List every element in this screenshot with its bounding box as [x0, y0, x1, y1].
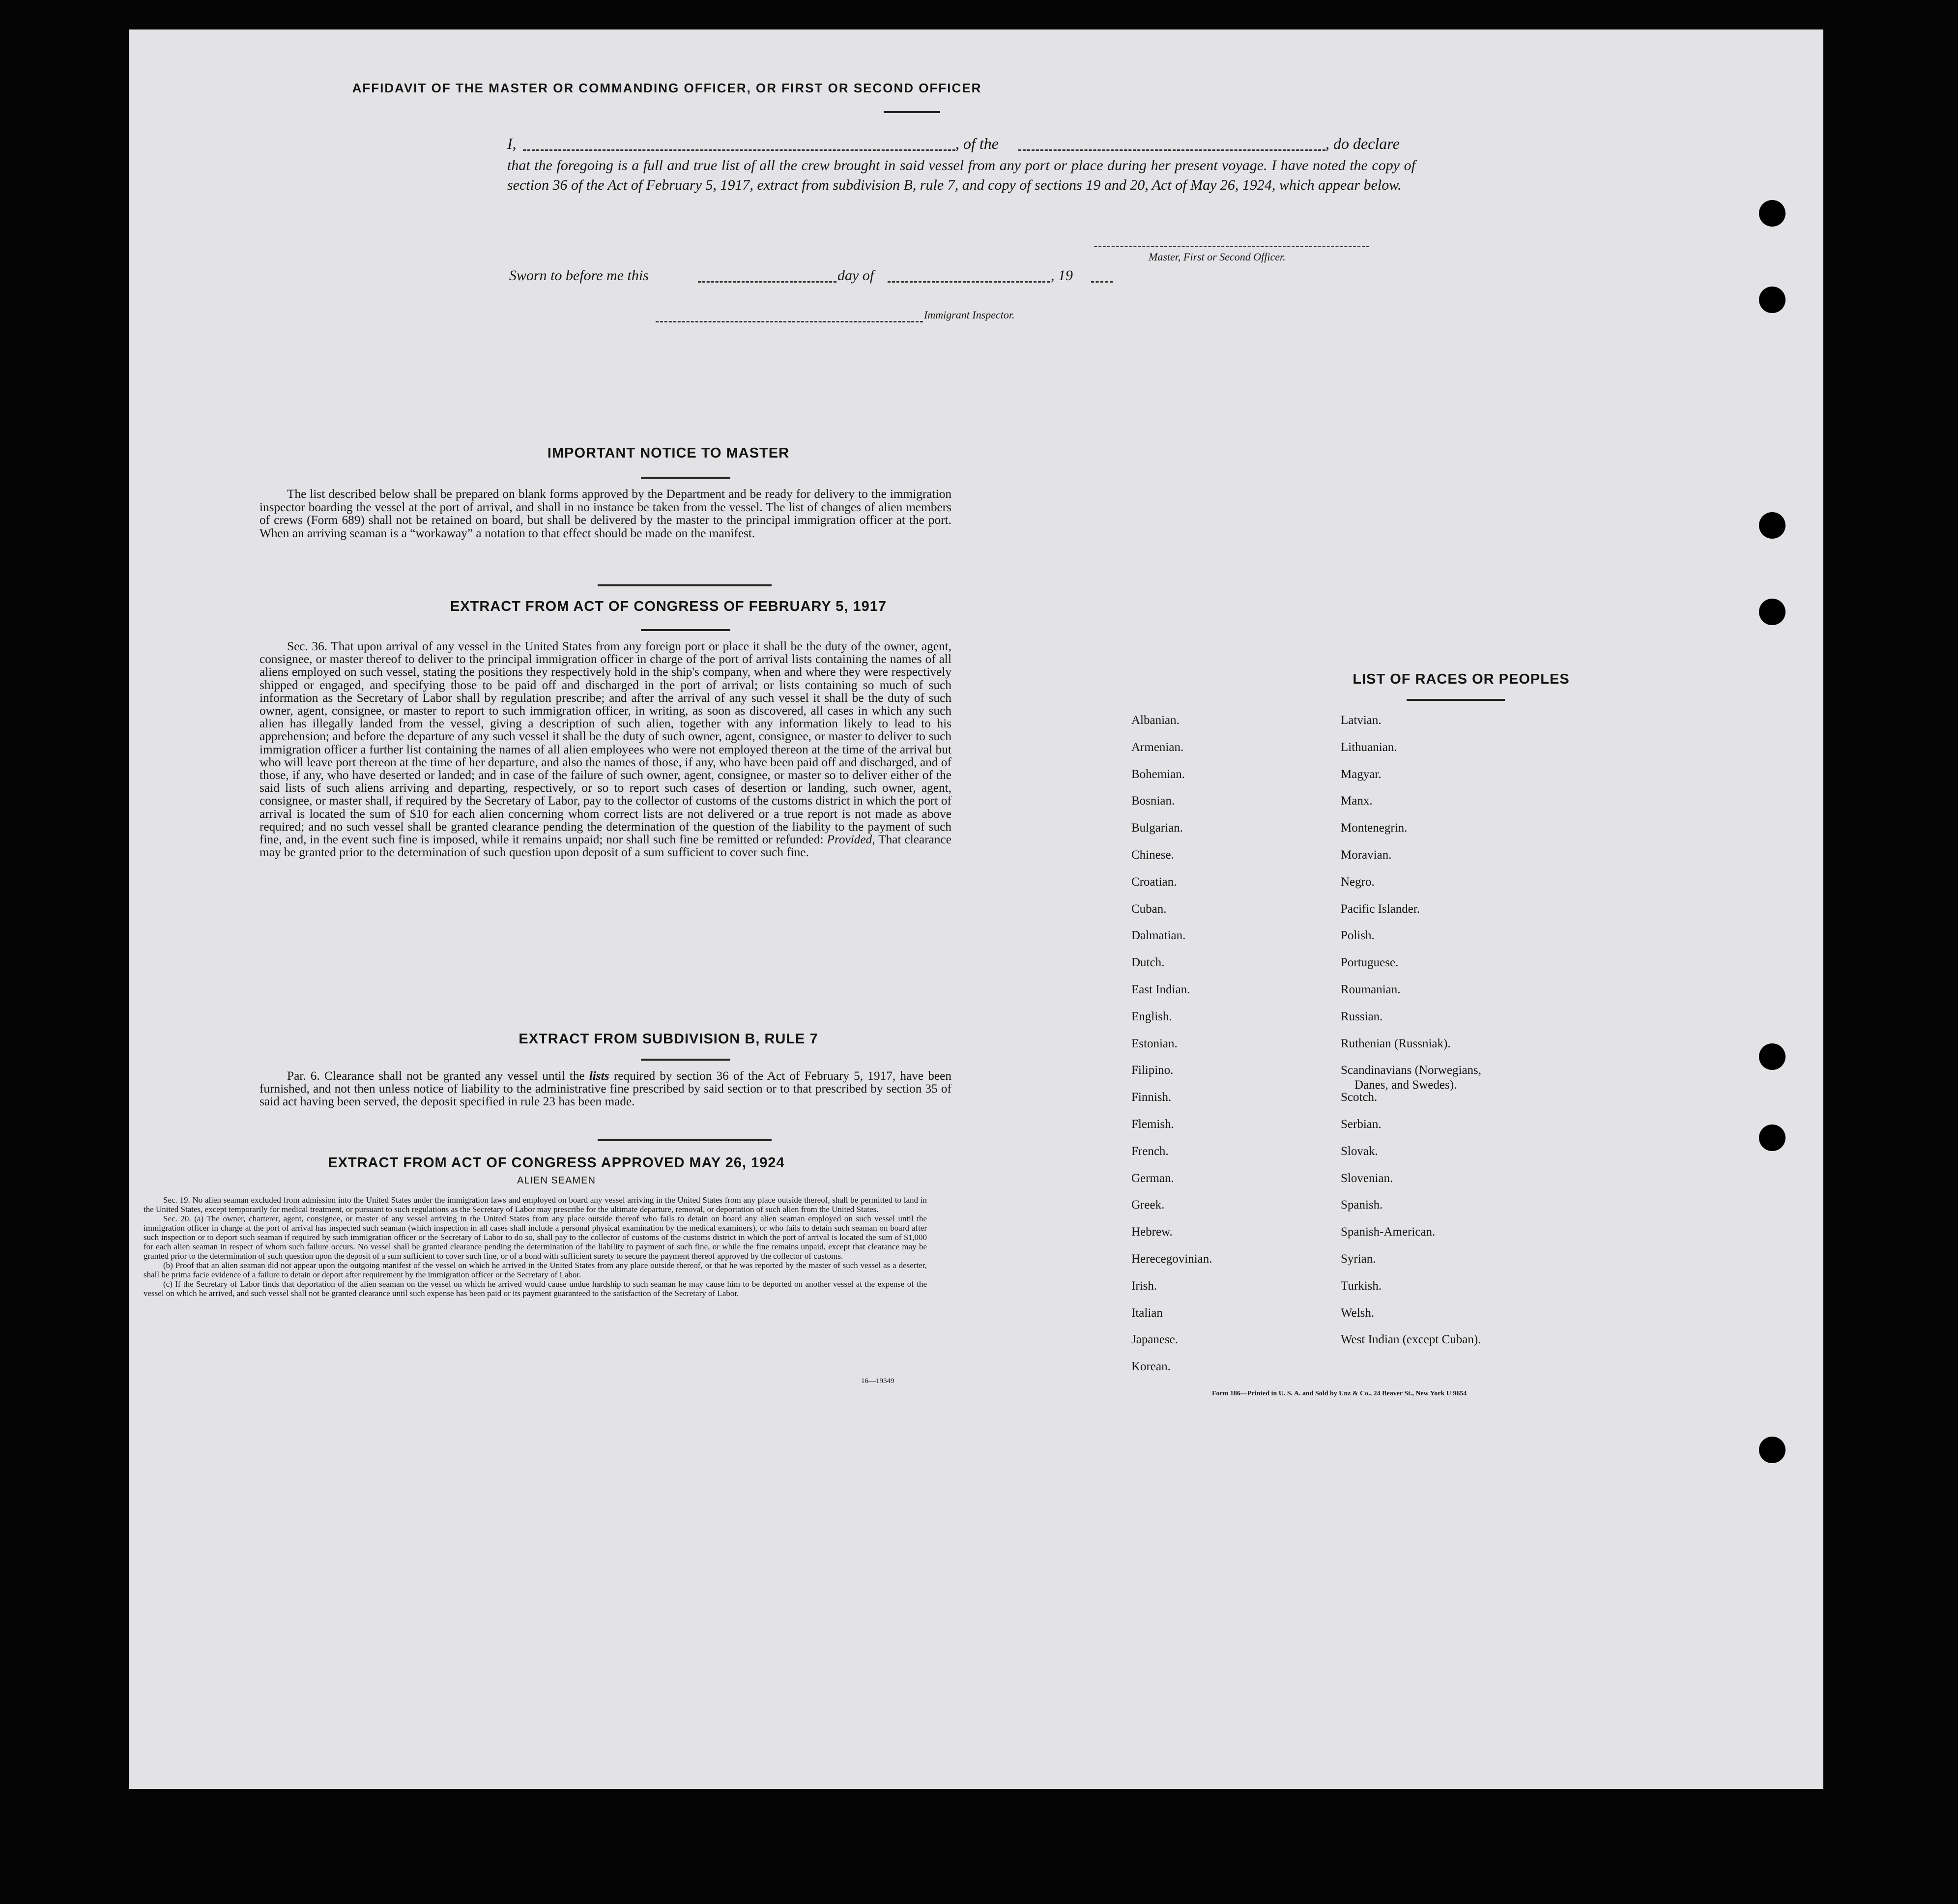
race-item: East Indian.: [1131, 983, 1190, 996]
printer-imprint: Form 186—Printed in U. S. A. and Sold by Unz & Co., 24 Beaver St., New York U 9654: [1212, 1390, 1467, 1397]
section-36-label: Sec. 36.: [287, 639, 328, 653]
race-item: Chinese.: [1131, 848, 1174, 862]
race-item: Flemish.: [1131, 1118, 1174, 1131]
race-item: Bosnian.: [1131, 794, 1175, 808]
punch-hole: [1759, 1125, 1785, 1151]
punch-hole: [1759, 1043, 1785, 1070]
section-36-text: [259, 640, 951, 859]
paragraph-6-text: [259, 1069, 951, 1108]
race-item: Manx.: [1341, 794, 1373, 808]
rule-7-title-rule: [641, 1059, 730, 1061]
affidavit-title-rule: [884, 111, 940, 113]
form-code: 16—19349: [861, 1377, 894, 1385]
race-item: Polish.: [1341, 929, 1375, 943]
race-item: Albanian.: [1131, 714, 1180, 727]
race-item: Pacific Islander.: [1341, 902, 1420, 916]
provided-term: Provided,: [827, 833, 875, 847]
master-signature-blank[interactable]: [1094, 246, 1369, 247]
declaration-i: I,: [507, 135, 517, 152]
race-item: Scotch.: [1341, 1091, 1378, 1104]
punch-hole: [1759, 512, 1785, 539]
race-item: Korean.: [1131, 1360, 1171, 1374]
act-1924-sections: [144, 1195, 927, 1298]
notice-title-rule: [641, 477, 730, 479]
race-item: Armenian.: [1131, 740, 1184, 754]
rule-7-end-rule: [598, 1139, 772, 1141]
inspector-signature-blank[interactable]: [656, 321, 923, 322]
race-item: Italian: [1131, 1306, 1163, 1320]
inspector-label: Immigrant Inspector.: [924, 309, 1015, 321]
race-item: Magyar.: [1341, 767, 1382, 781]
sworn-year-prefix: , 19: [1051, 267, 1073, 284]
paragraph-6-body-a: Clearance shall not be granted any vessel until the: [324, 1069, 585, 1083]
section-20c-text: (c) If the Secretary of Labor finds that deportation of the alien seaman on the vessel on which he arrived would cause undue hardship to such seaman he may cause him to be deported on another vessel at the expense of the vessel on which he arrived, and such vessel shall not be granted clearance until such expense has been paid or its payment guaranteed to the satisfaction of the Secretary of Labor.: [144, 1279, 927, 1298]
races-title: LIST OF RACES OR PEOPLES: [1353, 671, 1570, 687]
race-item: Irish.: [1131, 1279, 1157, 1293]
race-item: Finnish.: [1131, 1091, 1172, 1104]
race-item: Estonian.: [1131, 1037, 1178, 1050]
race-item: Russian.: [1341, 1010, 1383, 1023]
race-item: Greek.: [1131, 1198, 1165, 1212]
sworn-day-of: day of: [837, 267, 874, 284]
race-item: Latvian.: [1341, 714, 1382, 727]
declaration-do-declare: , do declare: [1325, 135, 1400, 152]
race-item: Filipino.: [1131, 1064, 1174, 1077]
affidavit-title: AFFIDAVIT OF THE MASTER OR COMMANDING OFFICER, OR FIRST OR SECOND OFFICER: [352, 81, 982, 95]
notice-title: IMPORTANT NOTICE TO MASTER: [547, 445, 790, 461]
race-item: Moravian.: [1341, 848, 1392, 862]
act-1924-title: EXTRACT FROM ACT OF CONGRESS APPROVED MAY 26, 1924: [328, 1155, 785, 1171]
rule-7-title: EXTRACT FROM SUBDIVISION B, RULE 7: [518, 1031, 818, 1047]
race-item: Welsh.: [1341, 1306, 1375, 1320]
race-item: West Indian (except Cuban).: [1341, 1333, 1481, 1347]
punch-hole: [1759, 200, 1785, 227]
paragraph-6-body-b: required by section 36 of the Act of February 5, 1917, have been furnished, and not then unless notice of liability to the administrative fine prescribed by said section or to that prescribed by section 35 of said act having been served, the deposit specified in rule 23 has been made.: [259, 1069, 952, 1109]
punch-hole: [1759, 599, 1785, 625]
races-title-rule: [1407, 699, 1505, 701]
lists-term: lists: [589, 1069, 609, 1083]
race-item: Turkish.: [1341, 1279, 1382, 1293]
race-item: Portuguese.: [1341, 956, 1399, 970]
notice-body: The list described below shall be prepared on blank forms approved by the Department and be ready for delivery to the immigration inspector boarding the vessel at the port of arrival, and shall in no instance be taken from the vessel. The list of changes of alien members of crews (Form 689) shall not be retained on board, but shall be delivered by the master to the principal immigration officer at the port. When an arriving seaman is a “workaway” a notation to that effect should be made on the manifest.: [259, 487, 951, 540]
sworn-day-blank[interactable]: [698, 281, 836, 283]
alien-seamen-subtitle: ALIEN SEAMEN: [517, 1175, 596, 1186]
race-item: Slovenian.: [1341, 1171, 1393, 1185]
race-item: Cuban.: [1131, 902, 1167, 916]
race-item: Spanish-American.: [1341, 1225, 1436, 1239]
race-item: Slovak.: [1341, 1144, 1378, 1158]
race-item: Croatian.: [1131, 875, 1177, 889]
master-signature-label: Master, First or Second Officer.: [1149, 251, 1286, 263]
sworn-month-blank[interactable]: [888, 281, 1050, 283]
race-item: Japanese.: [1131, 1333, 1179, 1347]
section-20b-text: (b) Proof that an alien seaman did not appear upon the outgoing manifest of the vessel on which he arrived in the United States from any place outside thereof, or that he was reported by the master of such vessel as a deserter, shall be prima facie evidence of a failure to detain or deport after requirement by the immigration officer or the Secretary of Labor.: [144, 1261, 927, 1279]
act-1917-title-rule: [641, 629, 730, 631]
name-blank[interactable]: [523, 149, 955, 151]
paragraph-6-label: Par. 6.: [287, 1069, 320, 1083]
punch-hole: [1759, 1437, 1785, 1463]
sworn-year-blank[interactable]: [1091, 281, 1113, 283]
race-item: Herecegovinian.: [1131, 1252, 1212, 1266]
sworn-line: [509, 267, 1222, 287]
race-item: Roumanian.: [1341, 983, 1401, 996]
form-page: [129, 29, 1823, 1789]
race-item: German.: [1131, 1171, 1174, 1185]
race-item: Dalmatian.: [1131, 929, 1186, 943]
vessel-blank[interactable]: [1018, 149, 1325, 151]
race-item: French.: [1131, 1144, 1169, 1158]
notice-end-rule: [598, 584, 772, 586]
declaration-of-the: , of the: [955, 135, 999, 152]
race-item: Scandinavians (Norwegians,: [1341, 1064, 1482, 1077]
race-item: Dutch.: [1131, 956, 1165, 970]
race-item: Lithuanian.: [1341, 740, 1397, 754]
section-36-body: That upon arrival of any vessel in the United States from any foreign port or place it shall be the duty of the owner, agent, consignee, or master thereof to deliver to the principal immigration officer in charge of the port of arrival lists containing the names of all aliens employed on such vessel, stating the positions they respectively hold in the ship's company, when and where they were respectively shipped or engaged, and specifying those to be paid off and discharged in the port of arrival; or lists containing so much of such information as the Secretary of Labor shall by regulation prescribe; and after the arrival of any such vessel it shall be the duty of such owner, agent, consignee, or master to report to such immigration officer, in writing, as soon as discovered, all cases in which any such alien has illegally landed from the vessel, giving a description of such alien, together with any information likely to lead to his apprehension; and before the departure of any such vessel it shall be the duty of such owner, agent, consignee, or master to deliver to such immigration officer a further list containing the names of all alien employees who were not employed thereon at the time of the arrival but who will leave port thereon at the time of her departure, and also the names of those, if any, who have been paid off and discharged, and of those, if any, who have deserted or landed; and in case of the failure of such owner, agent, consignee, or master so to deliver either of the said lists of such aliens arriving and departing, respectively, or so to report such cases of desertion or landing, such owner, agent, consignee, or master shall, if required by the Secretary of Labor, pay to the collector of customs of the customs district in which the port of arrival is located the sum of $10 for each alien concerning whom correct lists are not delivered or a true report is not made as above required; and no such vessel shall be granted clearance pending the determination of the question of the liability to the payment of such fine, and, in the event such fine is imposed, while it remains unpaid; nor shall such fine be remitted or refunded:: [259, 639, 951, 847]
section-36-body-end: That clearance may be granted prior to the determination of such question upon deposit of a sum sufficient to cover such fine.: [259, 833, 952, 860]
section-20a-text: Sec. 20. (a) The owner, charterer, agent, consignee, or master of any vessel arriving in the United States from any place outside thereof who fails to detain on board any alien seaman employed on such vessel until the immigration officer in charge at the port of arrival has inspected such seaman (which inspection in all cases shall include a personal physical examination by the medical examiners), or who fails to detain such seaman on board after such inspection or to deport such seaman if required by such immigration officer or the Secretary of Labor to do so, shall pay to the collector of customs of the customs district in which the port of arrival is located the sum of $1,000 for each alien seaman in respect of whom such failure occurs. No vessel shall be granted clearance pending the determination of the liability to payment of such fine, or while the fine remains unpaid, except that clearance may be granted prior to the determination of such question upon the deposit of a sum sufficient to cover such fine, or of a bond with sufficient surety to secure the payment thereof approved by the collector of customs.: [144, 1214, 927, 1261]
act-1917-title: EXTRACT FROM ACT OF CONGRESS OF FEBRUARY 5, 1917: [450, 599, 887, 614]
race-item: Danes, and Swedes).: [1354, 1078, 1457, 1092]
race-item: Syrian.: [1341, 1252, 1376, 1266]
punch-hole: [1759, 287, 1785, 313]
race-item: Montenegrin.: [1341, 821, 1408, 835]
race-item: Bohemian.: [1131, 767, 1185, 781]
section-19-text: Sec. 19. No alien seaman excluded from admission into the United States under the immigration laws and employed on board any vessel arriving in the United States from any place outside thereof, shall be permitted to land in the United States, except temporarily for medical treatment, or pursuant to such regulations as the Secretary of Labor may prescribe for the ultimate departure, removal, or deportation of such alien from the United States.: [144, 1195, 927, 1214]
race-item: Ruthenian (Russniak).: [1341, 1037, 1451, 1050]
race-item: Bulgarian.: [1131, 821, 1183, 835]
race-item: Hebrew.: [1131, 1225, 1173, 1239]
race-item: Serbian.: [1341, 1118, 1382, 1131]
declaration-body: that the foregoing is a full and true list of all the crew brought in said vessel from any port or place during her present voyage. I have noted the copy of section 36 of the Act of February 5, 1917, extract from subdivision B, rule 7, and copy of sections 19 and 20, Act of May 26, 1924, which appear below.: [507, 157, 1415, 193]
race-item: Negro.: [1341, 875, 1375, 889]
declaration-line: [507, 135, 1529, 154]
sworn-text: Sworn to before me this: [509, 267, 649, 284]
race-item: Spanish.: [1341, 1198, 1383, 1212]
race-item: English.: [1131, 1010, 1172, 1023]
